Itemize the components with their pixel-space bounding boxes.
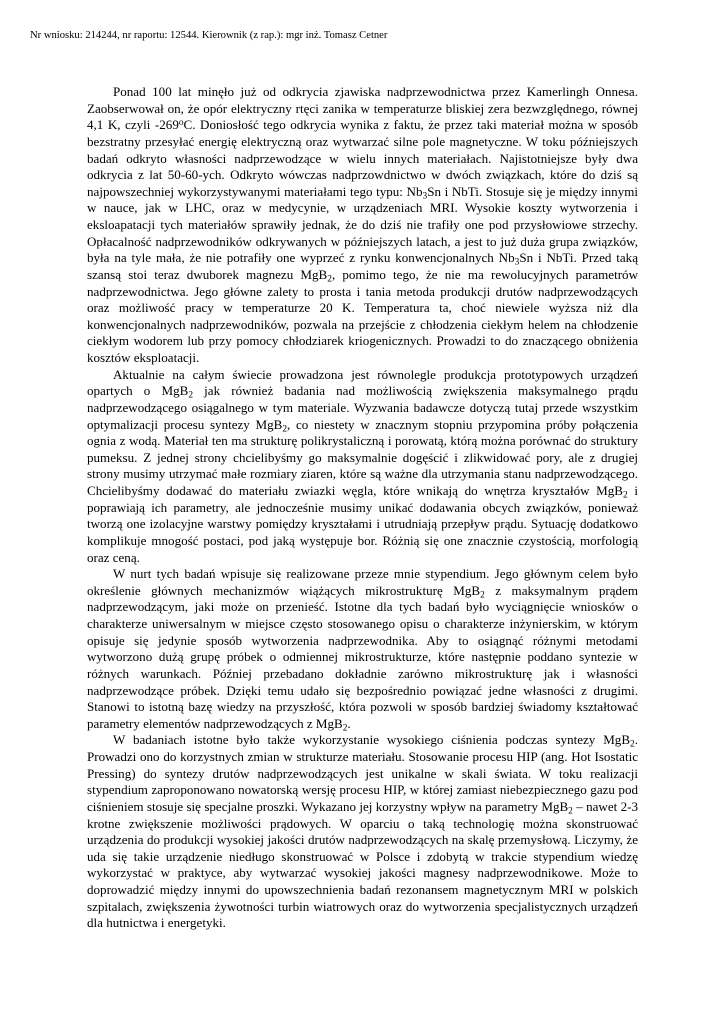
paragraph-1 <box>87 84 638 367</box>
paragraph-4 <box>87 732 638 932</box>
text-run: , co niestety w znacznym stopniu przypomina próby połączenia ognia z wodą. Materiał ten ma strukturę polikrystaliczną i porowatą, którą można porównać do struktury pumeksu. Z jednej strony chcielibyśmy go maksymalnie dogęścić i zlikwidować pory, ale z drugiej strony musimy utrzymać małe rozmiary ziaren, które są ważne dla utrzymania stanu nadprzewodzącego. Chcielibyśmy dodawać do materiału zwiazki węgla, które wnikają do wnętrza kryształów MgB <box>87 416 638 498</box>
subscript: 2 <box>480 590 485 601</box>
text-run: Sn i NbTi. Przed taką szansą stoi teraz dwuborek magnezu MgB <box>87 250 638 282</box>
subscript: 2 <box>342 723 348 734</box>
text-run: z maksymalnym prądem nadprzewodzącym, jaki może on przenieść. Istotne dla tych badań było wyciągnięcie wniosków o charakterze uniwersalnym w miejsce często stosowanego opisu o charakterze inżynierskim, w którym opisuje się jedynie sposób wytworzenia nadprzewodnika. Aby to osiągnąć różnymi metodami wytworzono dużą grupę próbek o odmiennej mikrostrukturze, które następnie poddano syntezie w różnych warunkach. Później przebadano dokładnie zarówno mikrostrukturę jak i własności nadprzewodzące próbek. Dzięki temu udało się bezpośrednio powiązać jedne własności z drugimi. Stanowi to istotną bazę wiedzy na przyszłość, która pozwoli w sposób bardziej świadomy kształtować parametry elementów nadprzewodzących z MgB <box>87 582 639 731</box>
subscript: 2 <box>327 274 332 285</box>
subscript: 3 <box>422 191 428 202</box>
subscript: 2 <box>282 424 288 435</box>
subscript: 2 <box>188 390 193 401</box>
text-run: Aktualnie na całym świecie prowadzona jest równolegle produkcja prototypowych urządzeń opartych o MgB <box>87 366 638 399</box>
text-run: jak również badania nad możliwością zwiększenia maksymalnego prądu nadprzewodzącego osiągalnego w tym materiale. Wyzwania badawcze dotyczą tutaj przede wszystkim optymalizacji procesu syntezy MgB <box>87 383 638 432</box>
superscript: o <box>178 118 184 129</box>
subscript: 2 <box>630 740 635 750</box>
subscript: 2 <box>568 806 573 817</box>
text-run: i poprawiają ich parametry, ale jednocześnie musimy unikać dodawania obcych związków, ponieważ tworzą one izolacyjne warstwy pomiędzy kryształami i utrudniają przepływ prądu. Sytuację dodatkowo komplikuje mnogość postaci, pod jaką występuje bor. Różnią się one znacznie czystością, morfologią oraz ceną. <box>87 483 638 565</box>
subscript: 2 <box>623 490 628 501</box>
text-run: . Prowadzi ono do korzystnych zmian w strukturze materiału. Stosowanie procesu HIP (ang. Hot Isostatic Pressing) do syntezy drutów nadprzewodzących jest unikalne w skali świata. W toku realizacji stypendium zaproponowano nowatorską wersję procesu HIP, w której zamiast niebezpiecznego gazu pod ciśnieniem stosuje się specjalne proszki. Wykazano jej korzystny wpływ na parametry MgB <box>87 732 638 814</box>
paragraph-2 <box>87 367 638 567</box>
text-run: – nawet 2-3 krotne zwiększenie możliwości prądowych. W oparciu o taką technologię można skonstruować urządzenia do produkcji wysokiej jakości drutów nadprzewodzących na skalę przemysłową. Liczymy, że uda się takie urządzenie niedługo skonstruować w Polsce i zdobytą w trakcie stypendium wiedzę wykorzystać w praktyce, aby wytwarzać wysokiej jakości magnesy nadprzewodnikowe. Może to doprowadzić między innymi do upowszechnienia badań rezonansem magnetycznym MRI w polskich szpitalach, zwiększenia żywotności turbin wiatrowych oraz do wytworzenia specjalistycznych urządzeń dla hutnictwa i energetyki. <box>87 798 638 931</box>
subscript: 3 <box>514 257 520 268</box>
text-run: . <box>347 715 351 731</box>
page-header: Nr wniosku: 214244, nr raportu: 12544. Kierownik (z rap.): mgr inż. Tomasz Cetner <box>30 30 388 41</box>
paragraph-3 <box>87 566 638 732</box>
text-run: Sn i NbTi. Stosuje się je między innymi w nauce, jak w LHC, oraz w medycynie, w urządzeniach MRI. Wysokie koszty wytworzenia i eksloapatacji tych materiałów sprawiły jednak, że do dziś nie trafiły one pod przysłowiowe strzechy. Opłacalność nadprzewodników odkrywanych w późniejszych latach, a jest to już duża grupa związków, była na tyle mała, że nie potrafiły one wyprzeć z rynku konwencjonalnych Nb <box>87 183 638 266</box>
text-run: W badaniach istotne było także wykorzystanie wysokiego ciśnienia podczas syntezy MgB <box>113 732 631 748</box>
document-body <box>87 84 638 932</box>
text-run: Ponad 100 lat minęło już od odkrycia zjawiska nadprzewodnictwa przez Kamerlingh Onnesa. Zaobserwował on, że opór elektryczny rtęci zanika w temperaturze bliskiej zera bezwzględnego, równej 4,1 K, czyli -269 <box>87 84 638 133</box>
text-run: W nurt tych badań wpisuje się realizowane przeze mnie stypendium. Jego głównym celem było określenie głównych mechanizmów wiążących mikrostrukturę MgB <box>87 566 638 598</box>
text-run: , pomimo tego, że nie ma rewolucyjnych parametrów nadprzewodnictwa. Jego główne zalety to prosta i tania metoda produkcji drutów nadprzewodzących oraz możliwość pracy w temperaturze 20 K. Temperatura ta, choć niewiele wyższa niż dla konwencjonalnych nadprzewodników, pozwala na przejście z chłodzenia ciekłym helem na chłodzenie ciekłym wodorem lub przy pomocy chłodziarek kriogenicznych. Prowadzi to do znaczącego obniżenia kosztów eksploatacji. <box>87 266 638 365</box>
text-run: C. Doniosłość tego odkrycia wynika z faktu, że przez taki materiał można w sposób bezstratny przesyłać energię elektryczną oraz wytwarzać silne pole magnetyczne. W toku późniejszych badań odkryto własności nadprzewodzące w wielu innych materiałach. Najistotniejsze były dwa odkrycia z lat 50-60-ych. Odkryto wówczas nadprzowdnictwo w dwóch związkach, które do dziś są najpowszechniej wykorzystywanymi materiałami tego typu: Nb <box>87 117 638 199</box>
